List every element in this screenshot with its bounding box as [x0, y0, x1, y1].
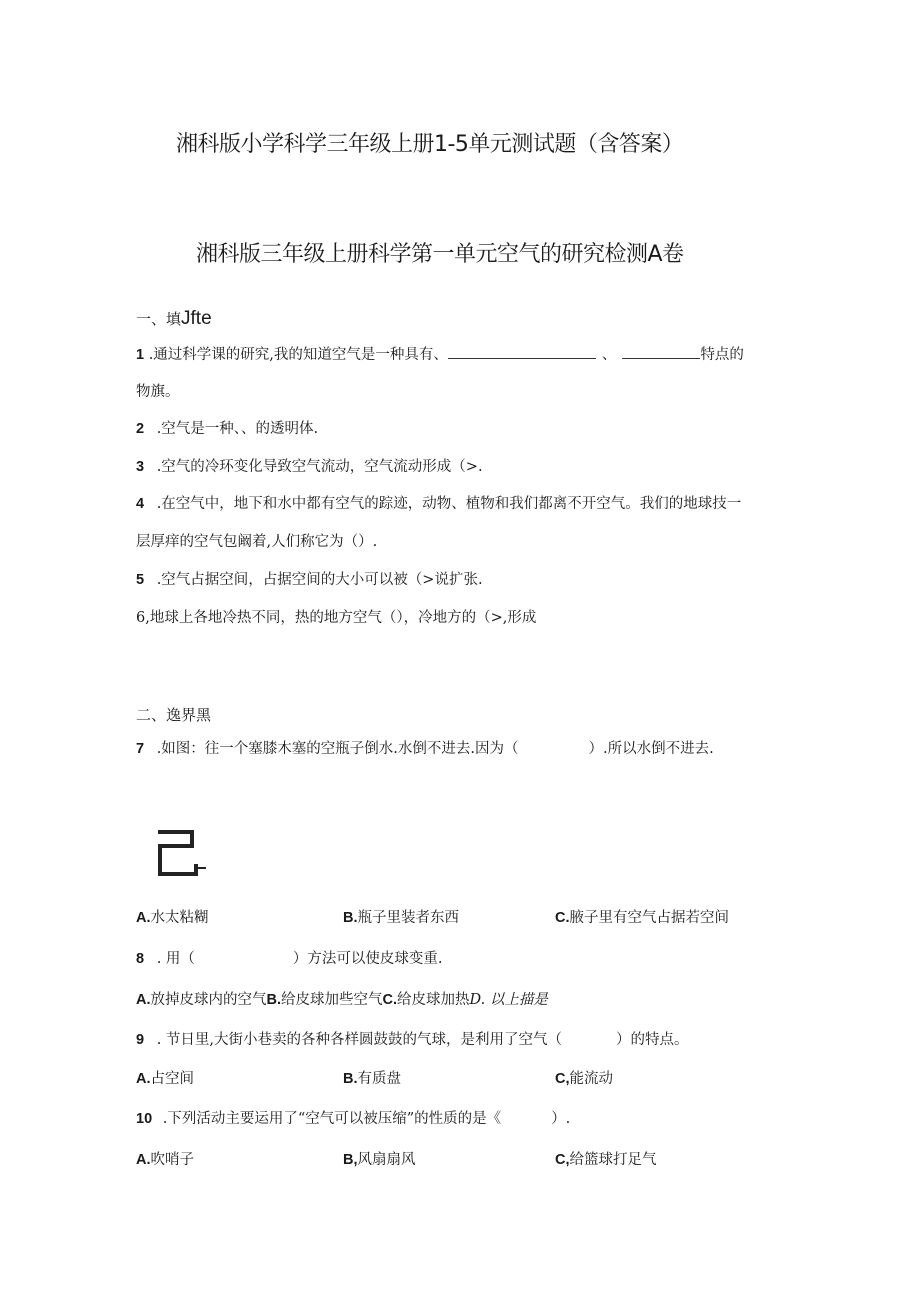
- question-text: ）.: [551, 1111, 571, 1127]
- option-label: C,: [555, 1071, 570, 1087]
- option-label: C.: [382, 992, 397, 1008]
- option-text: 腋子里有空气占据若空间: [569, 910, 729, 926]
- option-b[interactable]: 给皮球加些空气: [281, 992, 383, 1008]
- option-label: C.: [555, 910, 570, 926]
- question-number: 2: [136, 421, 145, 437]
- question-text: .如图：往一个塞膝木塞的空瓶子倒水.水倒不进去.因为（: [156, 741, 519, 757]
- option-text: 能流动: [569, 1071, 613, 1087]
- option-text: 给篮球打足气: [569, 1152, 657, 1168]
- option-b[interactable]: [343, 1148, 416, 1169]
- question-number: 1: [136, 347, 145, 363]
- question-text: .通过科学课的研究,我的知道空气是一种具有、: [148, 347, 448, 363]
- question-text: . 用（: [156, 951, 195, 967]
- option-text: 水太粘糊: [150, 910, 209, 926]
- option-label: C,: [555, 1152, 570, 1168]
- option-a[interactable]: [136, 1148, 194, 1169]
- section-heading-fill: [136, 308, 212, 330]
- question-text: .下列活动主要运用了“空气可以被压缩”的性质的是《: [162, 1111, 502, 1127]
- section-heading-prefix: 一、填: [136, 310, 182, 328]
- separator: 、: [601, 347, 617, 363]
- question-8-options: [136, 988, 548, 1009]
- page-title: 湘科版小学科学三年级上册1-5单元测试题（含答案）: [176, 132, 684, 157]
- option-c[interactable]: [555, 1148, 657, 1169]
- option-label: B.: [266, 992, 281, 1008]
- question-number: 9: [136, 1032, 145, 1048]
- question-1: [136, 343, 744, 364]
- question-5: [136, 568, 483, 589]
- option-a[interactable]: 放掉皮球内的空气: [150, 992, 267, 1008]
- question-text: .空气占据空间，占据空间的大小可以被（>说扩张.: [156, 572, 483, 588]
- section-heading-choice: 二、逸界黑: [136, 706, 212, 724]
- question-text: ）的特点。: [616, 1032, 689, 1048]
- option-text: 瓶子里装者东西: [357, 910, 459, 926]
- option-c[interactable]: [555, 1067, 613, 1088]
- question-number: 4: [136, 496, 145, 512]
- option-text: 占空间: [150, 1071, 194, 1087]
- question-text: .空气的冷环变化导致空气流动，空气流动形成（>.: [156, 459, 483, 475]
- question-number: 5: [136, 572, 145, 588]
- option-text: 吹哨子: [150, 1152, 194, 1168]
- answer-blank[interactable]: [622, 344, 700, 359]
- question-7: [136, 737, 714, 758]
- question-1-continued: 物旗。: [136, 384, 180, 400]
- option-text: 风扇扇风: [357, 1152, 416, 1168]
- option-label: A.: [136, 910, 151, 926]
- option-label: B,: [343, 1152, 358, 1168]
- option-d[interactable]: D. 以上描是: [469, 992, 548, 1008]
- option-a[interactable]: [136, 1067, 194, 1088]
- option-label: B.: [343, 1071, 358, 1087]
- question-number: 10: [136, 1111, 153, 1127]
- question-2: [136, 417, 318, 438]
- option-b[interactable]: [343, 1067, 401, 1088]
- option-label: A.: [136, 1152, 151, 1168]
- question-text: ）方法可以使皮球变重.: [292, 951, 443, 967]
- question-number: 7: [136, 741, 145, 757]
- question-9: [136, 1028, 689, 1049]
- question-number: 8: [136, 951, 145, 967]
- question-number: 3: [136, 459, 145, 475]
- option-a[interactable]: [136, 906, 209, 927]
- question-8: [136, 947, 443, 968]
- question-text: . 节日里,大街小巷卖的各种各样圆鼓鼓的气球，是利用了空气（: [156, 1032, 563, 1048]
- bottle-figure: [152, 826, 212, 882]
- question-text: .空气是一种、、的透明体.: [156, 421, 319, 437]
- question-3: [136, 455, 483, 476]
- option-c[interactable]: 给皮球加热: [397, 992, 470, 1008]
- question-10: [136, 1107, 570, 1128]
- section-title: 湘科版三年级上册科学第一单元空气的研究检测A卷: [196, 242, 684, 267]
- answer-blank[interactable]: [448, 344, 596, 359]
- option-text: 有质盘: [357, 1071, 401, 1087]
- option-b[interactable]: [343, 906, 459, 927]
- option-c[interactable]: [555, 906, 729, 927]
- option-label: B.: [343, 910, 358, 926]
- section-heading-suffix: Jfte: [181, 308, 212, 329]
- question-text: 特点的: [700, 347, 744, 363]
- option-label: A.: [136, 992, 151, 1008]
- question-text: .在空气中，地下和水中都有空气的踪迹，动物、植物和我们都离不开空气。我们的地球技一: [156, 496, 742, 512]
- question-4: [136, 492, 741, 513]
- option-label: A.: [136, 1071, 151, 1087]
- question-6: 6,地球上各地冷热不同，热的地方空气（），冷地方的（>,形成: [136, 610, 537, 626]
- question-4-continued: 层厚痒的空气包阚着,人们称它为（）.: [136, 534, 378, 550]
- question-text: ）.所以水倒不进去.: [588, 741, 714, 757]
